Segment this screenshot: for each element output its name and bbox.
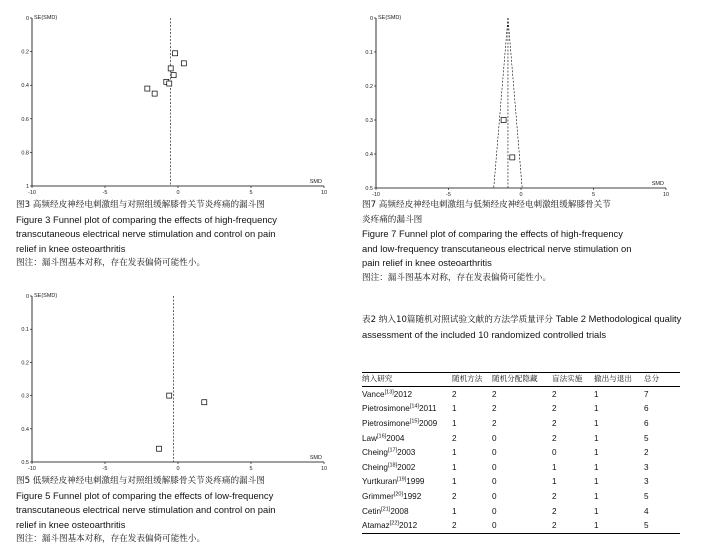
study-point xyxy=(501,118,506,123)
study-year: 2008 xyxy=(390,506,409,516)
y-tick-label: 0.3 xyxy=(21,393,29,400)
figure-7-title-zh-line-1: 图7 高频经皮神经电刺激组与低频经皮神经电刺激组缓解膝骨关节 xyxy=(362,200,611,210)
figure-7-title-en-line-2: and low-frequency transcutaneous electrical nerve stimulation on xyxy=(362,242,632,254)
study-cell xyxy=(362,387,452,402)
table-row xyxy=(362,416,680,431)
study-point xyxy=(173,51,178,56)
figure-5-title-en-line-2: transcutaneous electrical nerve stimulation and control on pain xyxy=(16,504,276,516)
table-2-title-en-line-2: randomized controlled trials xyxy=(491,328,607,340)
score-cell: 0 xyxy=(492,433,497,443)
funnel-plot-fig5 xyxy=(8,290,328,472)
study-point xyxy=(167,81,172,86)
study-year: 2003 xyxy=(397,448,416,458)
score-cell: 1 xyxy=(594,389,599,399)
score-cell: 2 xyxy=(552,433,557,443)
header-withdrawals: 撤出与退出 xyxy=(594,374,632,383)
study-cell xyxy=(362,504,452,519)
study-year: 1999 xyxy=(406,477,425,487)
study-cell xyxy=(362,489,452,504)
score-cell: 2 xyxy=(452,389,457,399)
score-cell: 2 xyxy=(492,404,497,414)
study-ref: [13] xyxy=(384,389,394,396)
confidence-limit-right xyxy=(508,18,522,188)
score-cell: 1 xyxy=(594,462,599,472)
score-cell: 0 xyxy=(492,448,497,458)
study-year: 1992 xyxy=(403,491,422,501)
score-cell: 3 xyxy=(644,477,649,487)
x-tick-label: 10 xyxy=(320,466,328,472)
score-cell: 0 xyxy=(492,521,497,531)
figure-5-title-zh: 图5 低频经皮神经电刺激组与对照组缓解膝骨关节炎疼痛的漏斗图 xyxy=(16,476,265,486)
score-cell: 1 xyxy=(594,506,599,516)
score-cell: 4 xyxy=(644,506,649,516)
y-tick-label: 0 xyxy=(25,16,29,22)
figure-7-title-en-line-3: pain relief in knee osteoarthritis xyxy=(362,257,492,269)
study-ref: [18] xyxy=(387,462,398,469)
funnel-svg xyxy=(354,12,674,198)
study-point xyxy=(152,91,157,96)
score-cell: 1 xyxy=(594,491,599,501)
study-author: Cetin xyxy=(362,506,382,516)
score-cell: 3 xyxy=(644,462,649,472)
score-cell: 0 xyxy=(552,448,557,458)
table-2-title-en-line-1: Table 2 Methodological quality assessment of the included 10 xyxy=(362,313,682,340)
study-ref: [19] xyxy=(397,476,407,483)
study-year: 2009 xyxy=(418,418,438,428)
study-year: 2012 xyxy=(393,389,413,399)
table-header-row xyxy=(362,373,680,387)
study-year: 2004 xyxy=(386,433,405,443)
score-cell: 2 xyxy=(552,389,557,399)
figure-3-title-zh: 图3 高频经皮神经电刺激组与对照组缓解膝骨关节炎疼痛的漏斗图 xyxy=(16,200,265,210)
score-cell: 1 xyxy=(594,418,599,428)
y-axis-label: SE(SMD) xyxy=(34,15,58,21)
table-row xyxy=(362,475,680,490)
study-author: Yurtkuran xyxy=(362,477,398,487)
funnel-plot-fig3 xyxy=(8,12,328,196)
score-cell: 1 xyxy=(452,506,457,516)
score-cell: 2 xyxy=(452,491,457,501)
y-tick-label: 0.1 xyxy=(365,50,373,56)
score-cell: 1 xyxy=(552,477,557,487)
study-cell xyxy=(362,416,452,431)
header-blinding: 盲法实施 xyxy=(552,374,583,383)
x-tick-label: -5 xyxy=(102,466,108,472)
study-cell xyxy=(362,475,452,490)
study-author: Cheing xyxy=(362,462,388,472)
score-cell: 2 xyxy=(552,491,557,501)
table-2-title-zh: 表2 纳入10篇随机对照试验文献的方法学质量评分 xyxy=(362,315,554,325)
score-cell: 5 xyxy=(644,521,649,531)
score-cell: 2 xyxy=(552,404,557,414)
y-tick-label: 0.4 xyxy=(365,152,373,158)
study-author: Pietrosimone xyxy=(362,404,410,414)
x-tick-label: 10 xyxy=(320,190,328,196)
study-author: Grimmer xyxy=(362,491,394,501)
study-ref: [22] xyxy=(389,520,399,527)
header-total: 总分 xyxy=(644,374,660,383)
score-cell: 1 xyxy=(594,448,599,458)
score-cell: 2 xyxy=(644,448,649,458)
score-cell: 1 xyxy=(594,433,599,443)
x-tick-label: -10 xyxy=(28,466,36,472)
funnel-plot-fig7 xyxy=(354,12,674,198)
study-author: Law xyxy=(362,433,378,443)
study-ref: [21] xyxy=(381,505,391,512)
y-tick-label: 0.2 xyxy=(21,49,29,56)
study-cell xyxy=(362,445,452,460)
score-cell: 0 xyxy=(492,462,497,472)
score-cell: 1 xyxy=(452,477,457,487)
study-point xyxy=(181,61,186,66)
table-row xyxy=(362,460,680,475)
y-tick-label: 0.6 xyxy=(21,116,29,123)
study-point xyxy=(157,446,162,451)
study-author: Pietrosimone xyxy=(362,418,410,428)
figure-7-title-en-line-1: Figure 7 Funnel plot of comparing the effects of high-frequency xyxy=(362,228,623,240)
y-tick-label: 0 xyxy=(25,294,29,300)
study-point xyxy=(171,73,176,78)
score-cell: 5 xyxy=(644,433,649,443)
header-randomization: 随机方法 xyxy=(452,374,483,383)
score-cell: 2 xyxy=(492,418,497,428)
score-cell: 1 xyxy=(594,477,599,487)
score-cell: 1 xyxy=(452,448,457,458)
y-tick-label: 0.1 xyxy=(21,327,29,334)
table-row xyxy=(362,445,680,460)
study-point xyxy=(202,400,207,405)
figure-5-title-en-line-3: relief in knee osteoarthritis xyxy=(16,518,126,530)
score-cell: 2 xyxy=(452,521,457,531)
study-cell xyxy=(362,518,452,533)
x-tick-label: -10 xyxy=(372,192,380,198)
score-cell: 0 xyxy=(492,506,497,516)
study-point xyxy=(145,86,150,91)
table-row xyxy=(362,387,680,402)
x-tick-label: -10 xyxy=(28,190,36,196)
figure-5-caption xyxy=(16,474,276,547)
y-tick-label: 0.3 xyxy=(365,118,373,124)
y-axis-label: SE(SMD) xyxy=(378,15,402,21)
figure-5-title-en-line-1: Figure 5 Funnel plot of comparing the effects of low-frequency xyxy=(16,489,274,501)
study-ref: [16] xyxy=(377,432,387,439)
score-cell: 1 xyxy=(552,462,557,472)
x-tick-label: 0 xyxy=(176,466,180,472)
table-row xyxy=(362,402,680,417)
x-tick-label: -5 xyxy=(102,190,108,196)
x-tick-label: -5 xyxy=(446,192,451,198)
score-cell: 1 xyxy=(452,418,457,428)
figure-3-title-en-line-3: relief in knee osteoarthritis xyxy=(16,242,126,254)
x-tick-label: 5 xyxy=(249,190,253,196)
y-tick-label: 0.8 xyxy=(21,150,29,157)
study-author: Atamaz xyxy=(362,521,390,531)
study-point xyxy=(510,155,515,160)
study-author: Vance xyxy=(362,389,385,399)
score-cell: 6 xyxy=(644,418,649,428)
study-cell xyxy=(362,402,452,417)
y-tick-label: 0.2 xyxy=(365,84,373,90)
y-tick-label: 0.5 xyxy=(21,460,29,466)
figure-7-caption xyxy=(362,198,631,286)
figure-7-note: 图注：漏斗图基本对称，存在发表偏倚可能性小。 xyxy=(362,272,552,283)
figure-5-note: 图注：漏斗图基本对称，存在发表偏倚可能性小。 xyxy=(16,534,206,545)
x-axis-label: SMD xyxy=(651,181,664,187)
study-ref: [15] xyxy=(409,418,419,425)
score-cell: 2 xyxy=(492,389,497,399)
y-tick-label: 0.5 xyxy=(365,186,373,192)
score-cell: 1 xyxy=(594,521,599,531)
study-year: 2012 xyxy=(398,521,418,531)
figure-3-title-en-line-1: Figure 3 Funnel plot of comparing the effects of high-frequency xyxy=(16,213,277,225)
score-cell: 1 xyxy=(594,404,599,414)
y-tick-label: 1 xyxy=(25,184,29,190)
x-tick-label: 0 xyxy=(176,190,180,196)
y-tick-label: 0.2 xyxy=(21,360,29,367)
x-tick-label: 0 xyxy=(519,192,523,198)
study-point xyxy=(167,393,172,398)
y-tick-label: 0.4 xyxy=(21,426,29,433)
study-author: Cheing xyxy=(362,448,388,458)
header-allocation-concealment: 随机分配隐藏 xyxy=(492,374,538,383)
score-cell: 0 xyxy=(492,477,497,487)
table-2-title xyxy=(362,312,702,343)
score-cell: 5 xyxy=(644,491,649,501)
x-tick-label: 5 xyxy=(249,466,253,472)
score-cell: 7 xyxy=(644,389,649,399)
study-ref: [14] xyxy=(409,403,419,410)
x-axis-label: SMD xyxy=(309,179,322,185)
study-ref: [17] xyxy=(387,447,398,454)
table-row xyxy=(362,504,680,519)
score-cell: 2 xyxy=(552,418,557,428)
y-tick-label: 0 xyxy=(369,16,373,22)
x-tick-label: 5 xyxy=(591,192,596,198)
figure-7-title-zh-line-2: 炎疼痛的漏斗图 xyxy=(362,214,423,225)
table-row xyxy=(362,431,680,446)
y-tick-label: 0.4 xyxy=(21,83,29,90)
score-cell: 0 xyxy=(492,491,497,501)
figure-3-note: 图注：漏斗图基本对称，存在发表偏倚可能性小。 xyxy=(16,258,206,269)
y-axis-label: SE(SMD) xyxy=(34,293,58,299)
figure-3-title-en-line-2: transcutaneous electrical nerve stimulation and control on pain xyxy=(16,228,276,240)
confidence-limit-left xyxy=(494,18,508,188)
study-ref: [20] xyxy=(393,491,404,498)
study-year: 2011 xyxy=(418,404,437,414)
figure-3-caption xyxy=(16,198,277,271)
score-cell: 1 xyxy=(452,404,457,414)
score-cell: 2 xyxy=(552,506,557,516)
x-axis-label: SMD xyxy=(309,455,322,461)
score-cell: 6 xyxy=(644,404,649,414)
score-cell: 2 xyxy=(452,433,457,443)
study-cell xyxy=(362,431,452,446)
table-row xyxy=(362,518,680,533)
study-point xyxy=(168,66,173,71)
table-row xyxy=(362,489,680,504)
score-cell: 2 xyxy=(552,521,557,531)
funnel-svg xyxy=(8,290,328,472)
score-cell: 1 xyxy=(452,462,457,472)
study-cell xyxy=(362,460,452,475)
funnel-svg xyxy=(8,12,328,196)
header-study: 纳入研究 xyxy=(362,374,393,383)
quality-assessment-table xyxy=(362,372,680,534)
study-year: 2002 xyxy=(397,462,416,472)
x-tick-label: 10 xyxy=(662,192,670,198)
